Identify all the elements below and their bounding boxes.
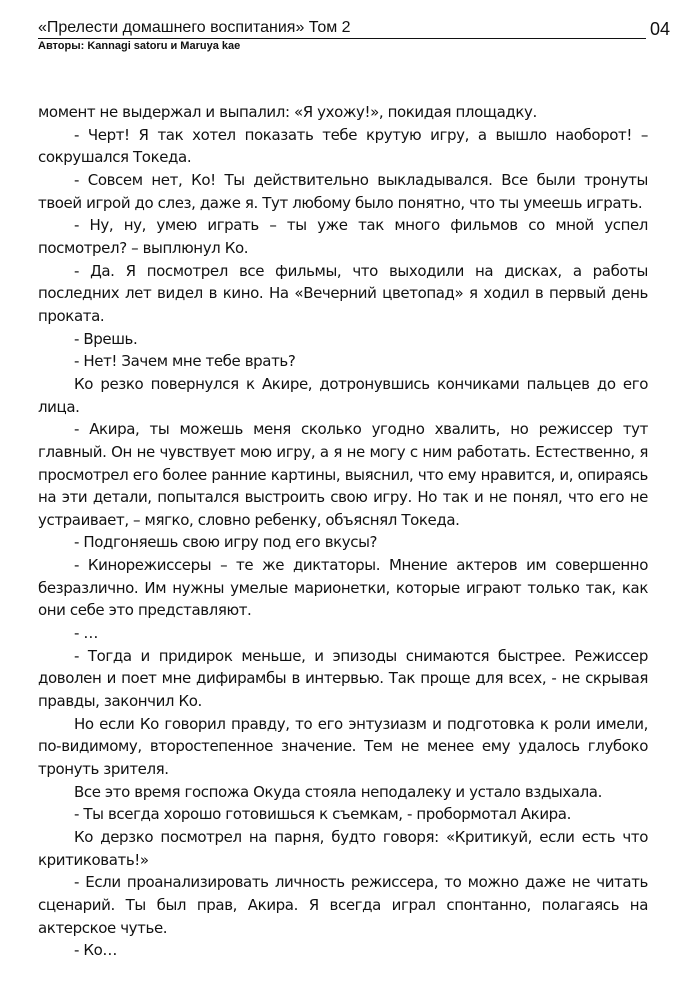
- paragraph: - Подгоняешь свою игру под его вкусы?: [74, 533, 378, 552]
- paragraph: - Совсем нет, Ко! Ты действительно выкладывался. Все были тронуты твоей игрой до слез, даже я. Тут любому было понятно, что ты умеешь играть.: [38, 170, 648, 212]
- paragraph: - Тогда и придирок меньше, и эпизоды снимаются быстрее. Режиссер доволен и поет мне дифирамбы в интервью. Так проще для всех, - не скрывая правды, закончил Ко.: [38, 646, 648, 711]
- paragraph: - …: [74, 624, 98, 643]
- paragraph: - Черт! Я так хотел показать тебе крутую игру, а вышло наоборот! – сокрушался Токеда.: [38, 125, 648, 167]
- paragraph: - Ну, ну, умею играть – ты уже так много фильмов со мной успел посмотрел? – выплюнул Ко.: [38, 216, 648, 257]
- page-number: 04: [650, 19, 671, 39]
- paragraph: Ко дерзко посмотрел на парня, будто говоря: «Критикуй, если есть что критиковать!»: [38, 828, 648, 869]
- paragraph: Все это время госпожа Окуда стояла неподалеку и устало вздыхала.: [74, 782, 602, 801]
- paragraph: момент не выдержал и выпалил: «Я ухожу!», покидая площадку.: [38, 103, 537, 121]
- paragraph: - Акира, ты можешь меня сколько угодно хвалить, но режиссер тут главный. Он не чувствует мою игру, а я не могу с ним работать. Естественно, я просмотрел его более ранние картины, выяснил, что ему нравится, и, опираясь на эти детали, попытался выстроить свою игру. Но так и не понял, что его не устраивает, – мягко, словно ребенку, объяснял Токеда.: [38, 420, 648, 529]
- paragraph: Ко резко повернулся к Акире, дотронувшись кончиками пальцев до его лица.: [38, 374, 648, 416]
- page-header: [38, 18, 646, 52]
- book-title: «Прелести домашнего воспитания» Том 2: [38, 19, 351, 36]
- paragraph: - Нет! Зачем мне тебе врать?: [74, 352, 296, 371]
- paragraph: - Если проанализировать личность режиссера, то можно даже не читать сценарий. Ты был прав, Акира. Я всегда играл спонтанно, полагаясь на актерское чутье.: [38, 873, 648, 937]
- paragraph: Но если Ко говорил правду, то его энтузиазм и подготовка к роли имели, по-видимому, второстепенное значение. Тем не менее ему удалось глубоко тронуть зрителя.: [38, 714, 648, 779]
- paragraph: - Ко…: [74, 941, 118, 960]
- authors-line: Авторы: Kannagi satoru и Maruya kae: [38, 40, 241, 52]
- body-text: [38, 101, 648, 962]
- paragraph: - Да. Я посмотрел все фильмы, что выходили на дисках, а работы последних лет видел в кино. На «Вечерний цветопад» я ходил в первый день проката.: [38, 261, 648, 325]
- paragraph: - Ты всегда хорошо готовишься к съемкам, - пробормотал Акира.: [74, 805, 571, 824]
- paragraph: - Кинорежиссеры – те же диктаторы. Мнение актеров им совершенно безразлично. Им нужны умелые марионетки, которые играют только так, как они себе это представляют.: [38, 556, 648, 620]
- paragraph: - Врешь.: [74, 329, 138, 348]
